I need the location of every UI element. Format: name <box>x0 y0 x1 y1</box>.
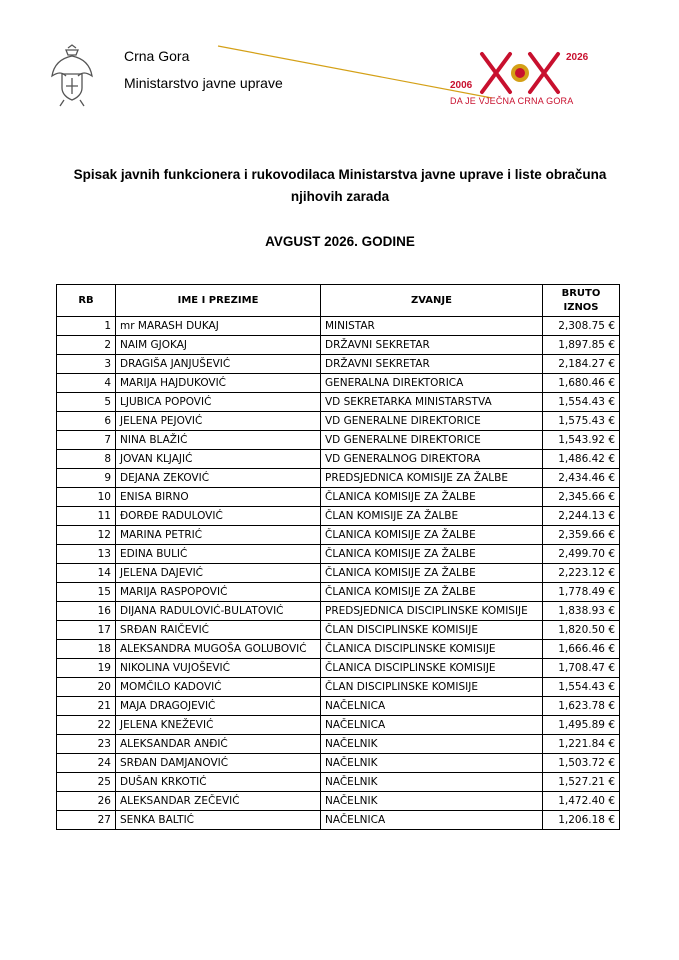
employee-title: NAČELNIK <box>321 754 543 773</box>
employee-title: ČLANICA KOMISIJE ZA ŽALBE <box>321 526 543 545</box>
row-number: 3 <box>57 355 116 374</box>
gross-salary: 2,184.27 € <box>543 355 620 374</box>
employee-title: NAČELNICA <box>321 697 543 716</box>
gross-salary: 1,575.43 € <box>543 412 620 431</box>
table-row <box>57 811 620 830</box>
employee-title: ČLANICA KOMISIJE ZA ŽALBE <box>321 583 543 602</box>
table-row <box>57 621 620 640</box>
row-number: 26 <box>57 792 116 811</box>
gross-salary: 1,778.49 € <box>543 583 620 602</box>
gross-salary: 1,221.84 € <box>543 735 620 754</box>
employee-name: JELENA DAJEVIĆ <box>116 564 321 583</box>
gross-salary: 2,359.66 € <box>543 526 620 545</box>
table-row <box>57 564 620 583</box>
row-number: 8 <box>57 450 116 469</box>
employee-name: ENISA BIRNO <box>116 488 321 507</box>
org-ministry: Ministarstvo javne uprave <box>124 75 283 91</box>
employee-title: PREDSJEDNICA DISCIPLINSKE KOMISIJE <box>321 602 543 621</box>
employee-title: ČLANICA DISCIPLINSKE KOMISIJE <box>321 640 543 659</box>
employee-name: JELENA KNEŽEVIĆ <box>116 716 321 735</box>
gross-salary: 1,897.85 € <box>543 336 620 355</box>
row-number: 23 <box>57 735 116 754</box>
employee-title: VD GENERALNOG DIREKTORA <box>321 450 543 469</box>
row-number: 21 <box>57 697 116 716</box>
gross-salary: 1,680.46 € <box>543 374 620 393</box>
employee-name: MARIJA RASPOPOVIĆ <box>116 583 321 602</box>
jubilee-year-start: 2006 <box>450 80 473 91</box>
gross-salary: 1,708.47 € <box>543 659 620 678</box>
gross-salary: 1,527.21 € <box>543 773 620 792</box>
employee-name: MAJA DRAGOJEVIĆ <box>116 697 321 716</box>
table-row <box>57 735 620 754</box>
gross-salary: 1,206.18 € <box>543 811 620 830</box>
table-row <box>57 697 620 716</box>
employee-title: ČLANICA KOMISIJE ZA ŽALBE <box>321 488 543 507</box>
header-name: IME I PREZIME <box>116 285 321 317</box>
employee-title: PREDSJEDNICA KOMISIJE ZA ŽALBE <box>321 469 543 488</box>
row-number: 12 <box>57 526 116 545</box>
header-title: ZVANJE <box>321 285 543 317</box>
table-row <box>57 431 620 450</box>
employee-name: SRĐAN RAIČEVIĆ <box>116 621 321 640</box>
gross-salary: 1,623.78 € <box>543 697 620 716</box>
table-row <box>57 526 620 545</box>
employee-name: ALEKSANDRA MUGOŠA GOLUBOVIĆ <box>116 640 321 659</box>
row-number: 10 <box>57 488 116 507</box>
gross-salary: 1,472.40 € <box>543 792 620 811</box>
gross-salary: 2,345.66 € <box>543 488 620 507</box>
employee-name: LJUBICA POPOVIĆ <box>116 393 321 412</box>
employee-name: SENKA BALTIĆ <box>116 811 321 830</box>
employee-title: NAČELNICA <box>321 811 543 830</box>
table-row <box>57 488 620 507</box>
employee-name: JELENA PEJOVIĆ <box>116 412 321 431</box>
table-row <box>57 412 620 431</box>
row-number: 18 <box>57 640 116 659</box>
table-row <box>57 792 620 811</box>
gross-salary: 1,543.92 € <box>543 431 620 450</box>
employee-name: MARINA PETRIĆ <box>116 526 321 545</box>
employee-name: DRAGIŠA JANJUŠEVIĆ <box>116 355 321 374</box>
employee-title: ČLANICA DISCIPLINSKE KOMISIJE <box>321 659 543 678</box>
employee-title: NAČELNIK <box>321 735 543 754</box>
gross-salary: 2,499.70 € <box>543 545 620 564</box>
employee-title: ČLAN DISCIPLINSKE KOMISIJE <box>321 621 543 640</box>
table-row <box>57 355 620 374</box>
gross-salary: 2,223.12 € <box>543 564 620 583</box>
employee-title: ČLAN DISCIPLINSKE KOMISIJE <box>321 678 543 697</box>
table-row <box>57 393 620 412</box>
row-number: 27 <box>57 811 116 830</box>
employee-title: NAČELNIK <box>321 773 543 792</box>
employee-name: DIJANA RADULOVIĆ-BULATOVIĆ <box>116 602 321 621</box>
employee-title: MINISTAR <box>321 317 543 336</box>
gross-salary: 1,838.93 € <box>543 602 620 621</box>
row-number: 16 <box>57 602 116 621</box>
gross-salary: 1,820.50 € <box>543 621 620 640</box>
jubilee-slogan: DA JE VJEČNA CRNA GORA <box>450 96 574 106</box>
row-number: 6 <box>57 412 116 431</box>
employee-title: DRŽAVNI SEKRETAR <box>321 355 543 374</box>
employee-name: MOMČILO KADOVIĆ <box>116 678 321 697</box>
row-number: 1 <box>57 317 116 336</box>
gross-salary: 2,244.13 € <box>543 507 620 526</box>
table-row <box>57 545 620 564</box>
employee-title: VD GENERALNE DIREKTORICE <box>321 431 543 450</box>
employee-title: NAČELNICA <box>321 716 543 735</box>
org-country: Crna Gora <box>124 48 190 64</box>
jubilee-logo <box>448 44 598 114</box>
gross-salary: 1,666.46 € <box>543 640 620 659</box>
table-row <box>57 640 620 659</box>
header-rb: RB <box>57 285 116 317</box>
salary-table <box>56 284 620 830</box>
row-number: 25 <box>57 773 116 792</box>
employee-title: ČLANICA KOMISIJE ZA ŽALBE <box>321 545 543 564</box>
employee-name: mr MARASH DUKAJ <box>116 317 321 336</box>
employee-title: ČLANICA KOMISIJE ZA ŽALBE <box>321 564 543 583</box>
row-number: 2 <box>57 336 116 355</box>
document-period: AVGUST 2026. GODINE <box>265 234 415 249</box>
document-title: Spisak javnih funkcionera i rukovodilaca Ministarstva javne uprave i liste obračuna njihovih zarada <box>73 167 607 204</box>
table-row <box>57 450 620 469</box>
row-number: 5 <box>57 393 116 412</box>
table-body <box>57 317 620 830</box>
table-row <box>57 754 620 773</box>
employee-name: ĐORĐE RADULOVIĆ <box>116 507 321 526</box>
gross-salary: 2,308.75 € <box>543 317 620 336</box>
employee-name: MARIJA HAJDUKOVIĆ <box>116 374 321 393</box>
gross-salary: 2,434.46 € <box>543 469 620 488</box>
row-number: 17 <box>57 621 116 640</box>
employee-name: SRĐAN DAMJANOVIĆ <box>116 754 321 773</box>
table-row <box>57 336 620 355</box>
employee-name: DEJANA ZEKOVIĆ <box>116 469 321 488</box>
table-row <box>57 507 620 526</box>
table-row <box>57 374 620 393</box>
table-row <box>57 716 620 735</box>
row-number: 14 <box>57 564 116 583</box>
table-row <box>57 773 620 792</box>
table-row <box>57 583 620 602</box>
employee-title: VD GENERALNE DIREKTORICE <box>321 412 543 431</box>
row-number: 13 <box>57 545 116 564</box>
employee-name: EDINA BULIĆ <box>116 545 321 564</box>
row-number: 15 <box>57 583 116 602</box>
gross-salary: 1,486.42 € <box>543 450 620 469</box>
table-row <box>57 469 620 488</box>
employee-title: GENERALNA DIREKTORICA <box>321 374 543 393</box>
gross-salary: 1,503.72 € <box>543 754 620 773</box>
gross-salary: 1,554.43 € <box>543 393 620 412</box>
row-number: 11 <box>57 507 116 526</box>
jubilee-year-end: 2026 <box>566 52 589 63</box>
row-number: 20 <box>57 678 116 697</box>
employee-name: DUŠAN KRKOTIĆ <box>116 773 321 792</box>
gross-salary: 1,554.43 € <box>543 678 620 697</box>
employee-name: JOVAN KLJAJIĆ <box>116 450 321 469</box>
table-row <box>57 678 620 697</box>
table-header-row <box>57 285 620 317</box>
row-number: 4 <box>57 374 116 393</box>
employee-title: DRŽAVNI SEKRETAR <box>321 336 543 355</box>
employee-title: ČLAN KOMISIJE ZA ŽALBE <box>321 507 543 526</box>
table-row <box>57 659 620 678</box>
employee-name: ALEKSANDAR ZEČEVIĆ <box>116 792 321 811</box>
employee-name: NINA BLAŽIĆ <box>116 431 321 450</box>
row-number: 19 <box>57 659 116 678</box>
employee-name: NAIM GJOKAJ <box>116 336 321 355</box>
row-number: 9 <box>57 469 116 488</box>
employee-name: ALEKSANDAR ANĐIĆ <box>116 735 321 754</box>
employee-title: VD SEKRETARKA MINISTARSTVA <box>321 393 543 412</box>
employee-name: NIKOLINA VUJOŠEVIĆ <box>116 659 321 678</box>
table-row <box>57 317 620 336</box>
header-salary: BRUTO IZNOS <box>543 285 620 317</box>
gross-salary: 1,495.89 € <box>543 716 620 735</box>
table-row <box>57 602 620 621</box>
employee-title: NAČELNIK <box>321 792 543 811</box>
row-number: 7 <box>57 431 116 450</box>
row-number: 22 <box>57 716 116 735</box>
row-number: 24 <box>57 754 116 773</box>
